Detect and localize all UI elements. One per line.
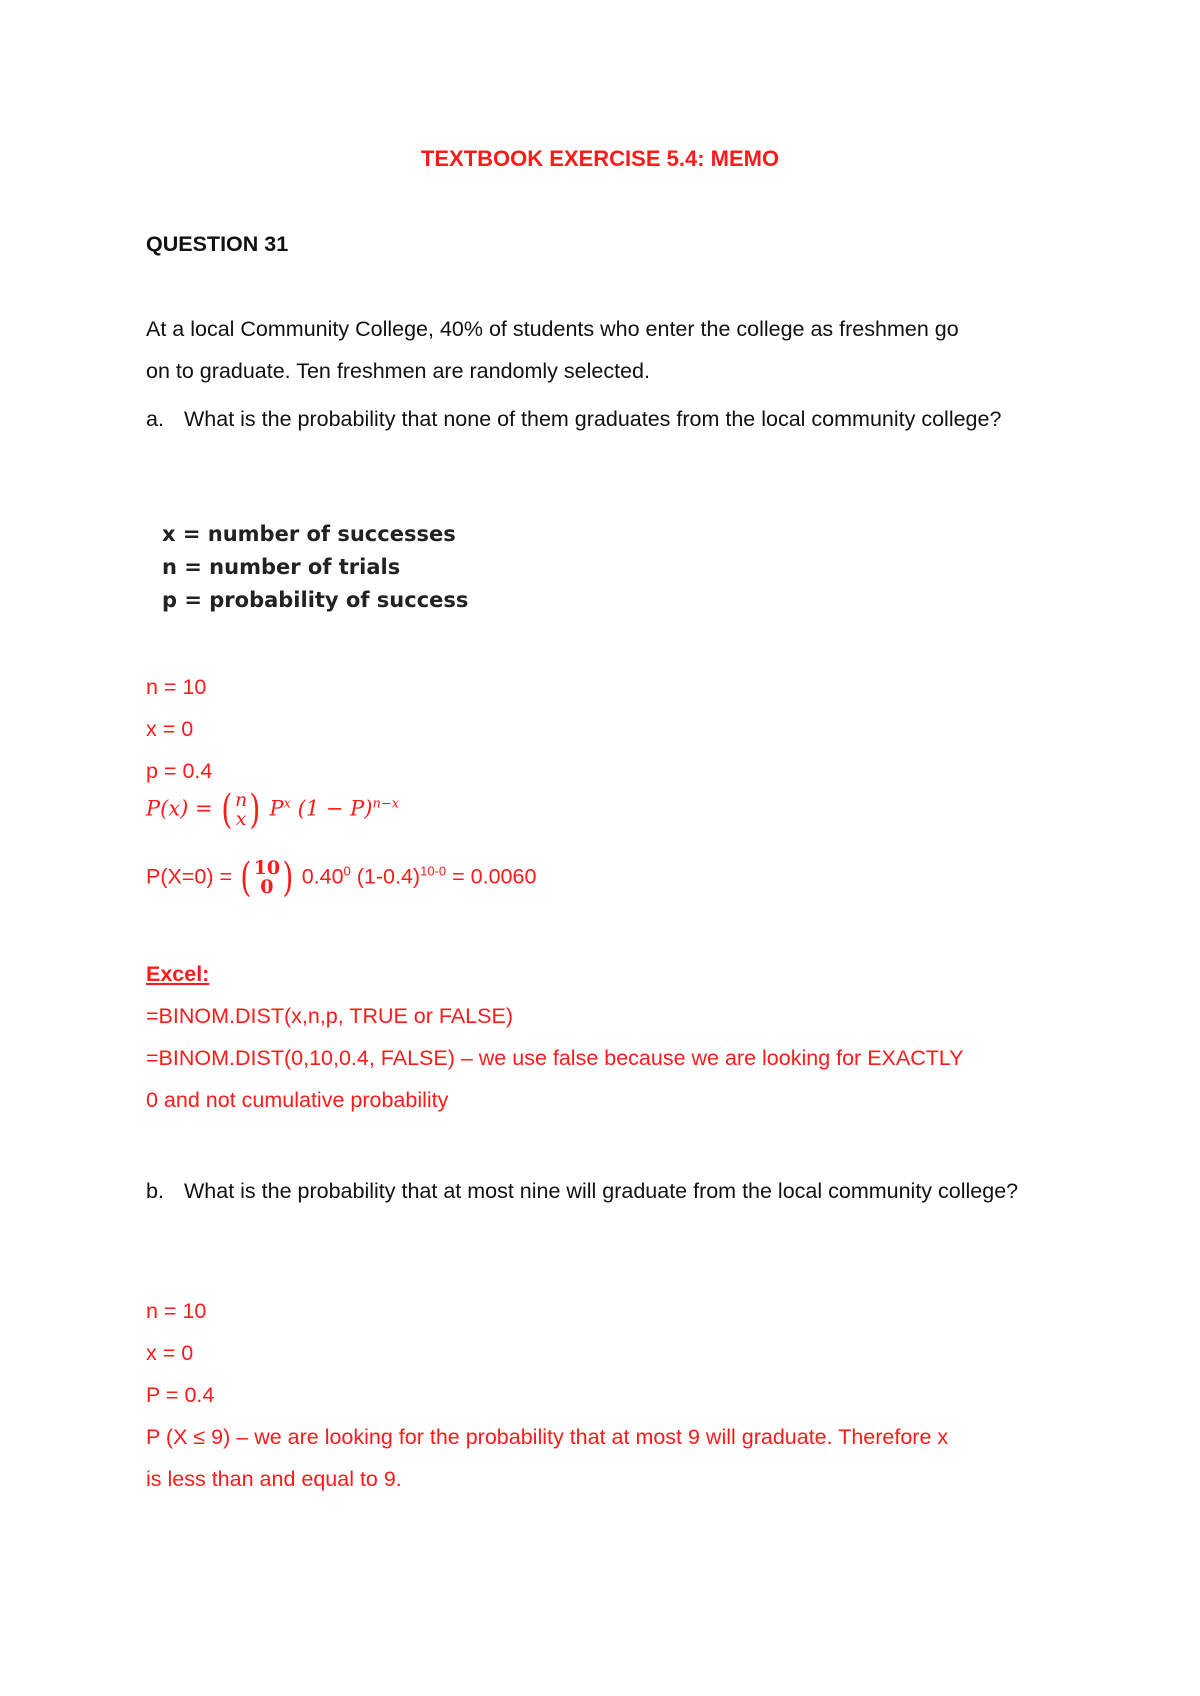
part-b-label: b.	[146, 1179, 164, 1203]
formula-binom-bottom: x	[235, 808, 247, 830]
excel-line-3: 0 and not cumulative probability	[146, 1088, 449, 1112]
calc-exp2: 10-0	[420, 863, 447, 879]
definitions-block	[162, 518, 468, 617]
formula-term1: P	[269, 796, 284, 821]
definition-x: x = number of successes	[162, 522, 456, 546]
calc-result: = 0.0060	[452, 864, 537, 889]
calc-binom-bottom: 0	[260, 876, 274, 898]
part-b-question	[146, 1170, 1064, 1212]
calc-base1: 0.40	[301, 864, 344, 889]
formula-binom-top: n	[234, 789, 248, 811]
calc-lhs: P(X=0) =	[146, 864, 233, 889]
calc-base2: (1-0.4)	[356, 864, 421, 889]
formula-term2: (1 − P)	[297, 796, 373, 821]
part-a-question-text: What is the probability that none of them graduates from the local community college?	[184, 407, 1002, 431]
calc-exp1: 0	[343, 863, 351, 879]
excel-line-2: =BINOM.DIST(0,10,0.4, FALSE) – we use false because we are looking for EXACTLY	[146, 1046, 964, 1070]
definition-p: p = probability of success	[162, 588, 469, 612]
part-a-label: a.	[146, 407, 164, 431]
formula-binom: ( n x )	[221, 787, 261, 833]
calc-binom-top: 10	[253, 857, 281, 879]
page-title: TEXTBOOK EXERCISE 5.4: MEMO	[420, 146, 780, 171]
definition-n: n = number of trials	[162, 555, 401, 579]
excel-line-1: =BINOM.DIST(x,n,p, TRUE or FALSE)	[146, 1004, 513, 1028]
part-a-question	[146, 398, 1064, 440]
intro-line-2: on to graduate. Ten freshmen are randomly selected.	[146, 359, 650, 383]
part-a-value-p: p = 0.4	[146, 759, 213, 783]
formula-term2-exp: n−x	[372, 796, 400, 812]
question-heading: QUESTION 31	[146, 232, 289, 256]
part-a-value-n: n = 10	[146, 675, 207, 699]
formula-lhs: P(x) =	[146, 796, 213, 821]
probability-calculation	[146, 855, 537, 901]
intro-line-1: At a local Community College, 40% of students who enter the college as freshmen go	[146, 317, 959, 341]
part-a-value-x: x = 0	[146, 717, 194, 741]
part-b-question-text: What is the probability that at most nine will graduate from the local community college?	[184, 1179, 1019, 1203]
part-b-value-x: x = 0	[146, 1341, 194, 1365]
formula-term1-exp: x	[283, 796, 291, 812]
part-b-value-p: P = 0.4	[146, 1383, 215, 1407]
part-b-explain-line-1: P (X ≤ 9) – we are looking for the probability that at most 9 will graduate. Therefore x	[146, 1425, 949, 1449]
calc-binom: ( 10 0 )	[240, 855, 294, 901]
binomial-formula	[146, 787, 400, 833]
part-b-explain-line-2: is less than and equal to 9.	[146, 1467, 402, 1491]
part-b-value-n: n = 10	[146, 1299, 207, 1323]
excel-heading: Excel:	[146, 962, 210, 986]
